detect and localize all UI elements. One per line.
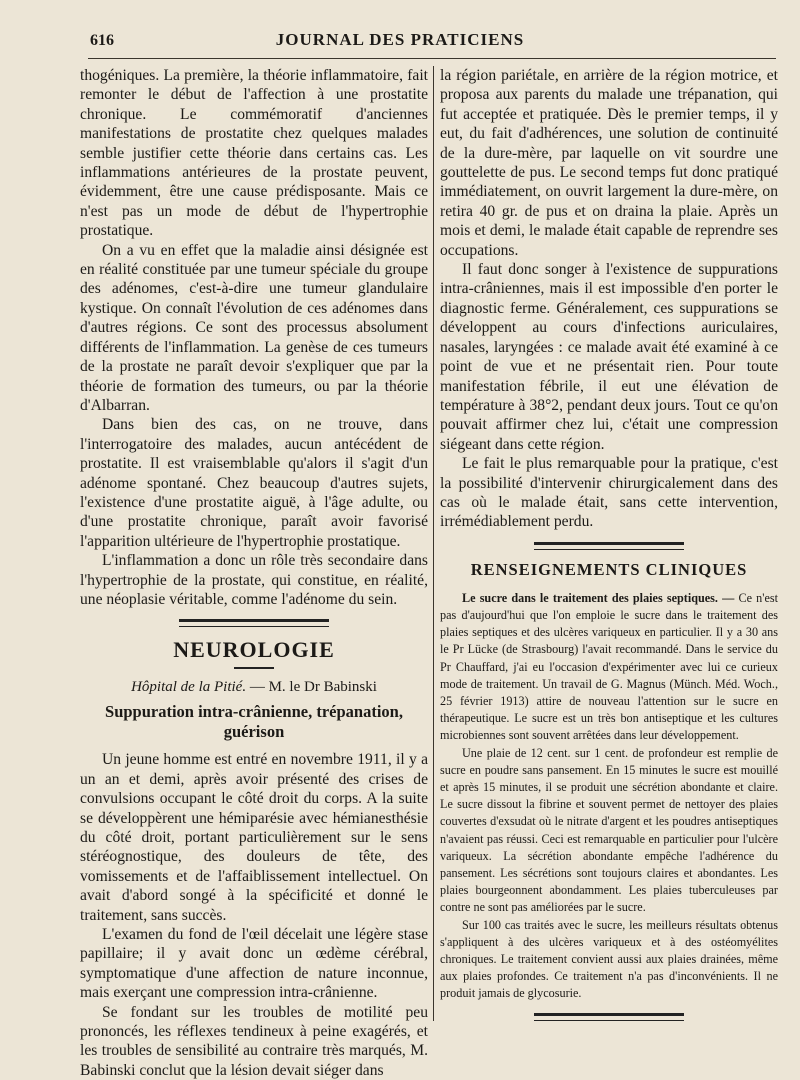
header-rule	[88, 58, 776, 59]
section-title-neurologie: NEUROLOGIE	[173, 637, 335, 663]
paragraph: la région pariétale, en arrière de la région motrice, et proposa aux parents du malade une trépanation, qui fut acceptée et pratiquée. Dès le premier temps, il y eut, du fait d'adhérences, une solution de continuité de la dure-mère, par laquelle on vit sourdre une gouttelette de pus. Le second temps fut donc pratiqué immédiatement, on ouvrit largement la dure-mère, on retira 40 gr. de pus et on draina la plaie. Après un mois et demi, le malade était capable de reprendre ses occupations.	[440, 67, 778, 259]
paragraph: thogéniques. La première, la théorie inflammatoire, fait remonter le début de l'affection à une prostatite chronique. Le commémoratif d'anciennes manifestations de prostatite chez quelques malades semble justifier cette théorie dans certains cas. Les inflammations antérieures de la prostate peuvent, évidemment, être une cause prédisposante. Mais ce n'est pas un mode de début de l'hypertrophie prostatique.	[80, 67, 428, 240]
article-lead-text: Ce n'est pas d'aujourd'hui que l'on emploie le sucre dans le traitement des plaies septiques et des ulcères variqueux en particulier. Il y a 30 ans le Pr Lücke (de Strasbourg) l'avait recommandé. Dans le service du Pr Chauffard, j'ai eu l'occasion d'expérimenter avec lui ce curieux mode de traitement. Un travail de G. Magnus (Münch. Méd. Woch., 25 février 1913) attire de nouveau l'attention sur le sucre en thérapeutique. Le sucre est un très bon antiseptique et les cultures microbiennes sont souvent arrêtées dans leur développement.	[440, 590, 779, 743]
section-rule	[534, 542, 684, 550]
hospital-name: Hôpital de la Pitié.	[131, 679, 247, 696]
paragraph: Le fait le plus remarquable pour la pratique, c'est la possibilité d'intervenir chirurgicalement dans des cas où le malade était, sans cette intervention, irrémédiablement perdu.	[440, 455, 778, 531]
paragraph: L'inflammation a donc un rôle très secondaire dans l'hypertrophie de la prostate, qui constitue, en réalité, une néoplasie véritable, comme l'adénome du sein.	[80, 552, 428, 608]
page-header	[0, 0, 800, 64]
column-separator	[433, 66, 434, 1021]
journal-title: JOURNAL DES PRATICIENS	[275, 30, 525, 49]
paragraph: Un jeune homme est entré en novembre 1911, il y a un an et demi, après avoir présenté des crises de convulsions occupant le côté droit du corps. A la suite se développèrent une hémiparésie avec hémianesthésie du côté droit, portant particulièrement sur le sens stéréognostique, des douleurs de tête, des vomissements et de l'affaiblissement intellectuel. On avait d'abord songé à la spécificité et donné le traitement, sans succès.	[80, 751, 428, 924]
left-column	[80, 66, 428, 1080]
article-lead: Le sucre dans le traitement des plaies septiques. —	[462, 590, 735, 605]
paragraph: Sur 100 cas traités avec le sucre, les meilleurs résultats obtenus s'appliquent à des ulcères variqueux et à des ostéomyélites chroniques. Le traitement convient aussi aux plaies drainées, même aux plaies profondes. Ce traitement n'a pas d'inconvénients. Il ne produit jamais de glycosurie.	[440, 917, 778, 1001]
paragraph: Dans bien des cas, on ne trouve, dans l'interrogatoire des malades, aucun antécédent de prostatite. Il est vraisemblable qu'alors il s'agit d'un adénome spontané. Chez beaucoup d'autres sujets, l'existence d'une prostatite aiguë, à l'âge adulte, ou d'une prostatite chronique, paraît avoir favorisé l'apparition ultérieure de l'hypertrophie prostatique.	[80, 416, 428, 550]
paragraph: Il faut donc songer à l'existence de suppurations intra-crâniennes, mais il est impossible d'en porter le diagnostic ferme. Généralement, ces suppurations se développent au cours d'infections auriculaires, nasales, laryngées : ce malade avait été examiné à ce point de vue et ne présentait rien. Pour toute manifestation fébrile, il eut une élévation de température à 38°2, pendant deux jours. Tout ce qu'on pouvait affirmer chez lui, c'était une compression siégeant dans cette région.	[440, 261, 778, 453]
paragraph: Se fondant sur les troubles de motilité peu prononcés, les réflexes tendineux à peine exagérés, et les troubles de sensibilité au contraire très marqués, M. Babinski conclut que la lésion devait siéger dans	[80, 1003, 428, 1079]
right-column	[440, 66, 778, 1031]
article-title: Suppuration intra-crânienne, trépanation, guérison	[105, 702, 403, 742]
paragraph: L'examen du fond de l'œil décelait une légère stase papillaire; il y avait donc un œdème cérébral, symptomatique d'une affection de nature inconnue, mais exerçant une compression intra-crânienne.	[80, 926, 428, 1002]
section-title-renseignements: RENSEIGNEMENTS CLINIQUES	[470, 559, 748, 579]
author-name: — M. le Dr Babinski	[249, 679, 377, 696]
section-rule	[534, 1013, 684, 1021]
article-byline	[80, 679, 428, 696]
paragraph: Une plaie de 12 cent. sur 1 cent. de profondeur est remplie de sucre en poudre sans pansement. En 15 minutes le sucre est mouillé et après 15 minutes, il se produit une sécrétion abondante et claire. Le sucre dissout la fibrine et souvent permet de nettoyer des plaies couvertes d'exsudat où le nitrate d'argent et les poudres antiseptiques n'avaient pas réussi. Ceci est remarquable en particulier pour l'ulcère variqueux. La sécrétion abondante empêche l'adhérence du pansement. Les sécrétions sont toujours claires et abondantes. Les plaies bourgeonnent abondamment. Les plaies tuberculeuses par contre ne sont pas améliorées par le sucre.	[440, 745, 778, 915]
paragraph	[440, 590, 778, 745]
paragraph: On a vu en effet que la maladie ainsi désignée est en réalité constituée par une tumeur spéciale du groupe des adénomes, c'est-à-dire une tumeur glandulaire kystique. On connaît l'évolution de ces adénomes dans d'autres régions. Ce sont des processus absolument différents de l'inflammation. La genèse de ces tumeurs de la prostate ne paraît devoir s'expliquer que par la théorie de formation des tumeurs, ou par la théorie d'Albarran.	[80, 241, 428, 414]
section-rule	[179, 619, 329, 627]
page-number: 616	[90, 32, 114, 49]
short-rule	[234, 667, 274, 669]
